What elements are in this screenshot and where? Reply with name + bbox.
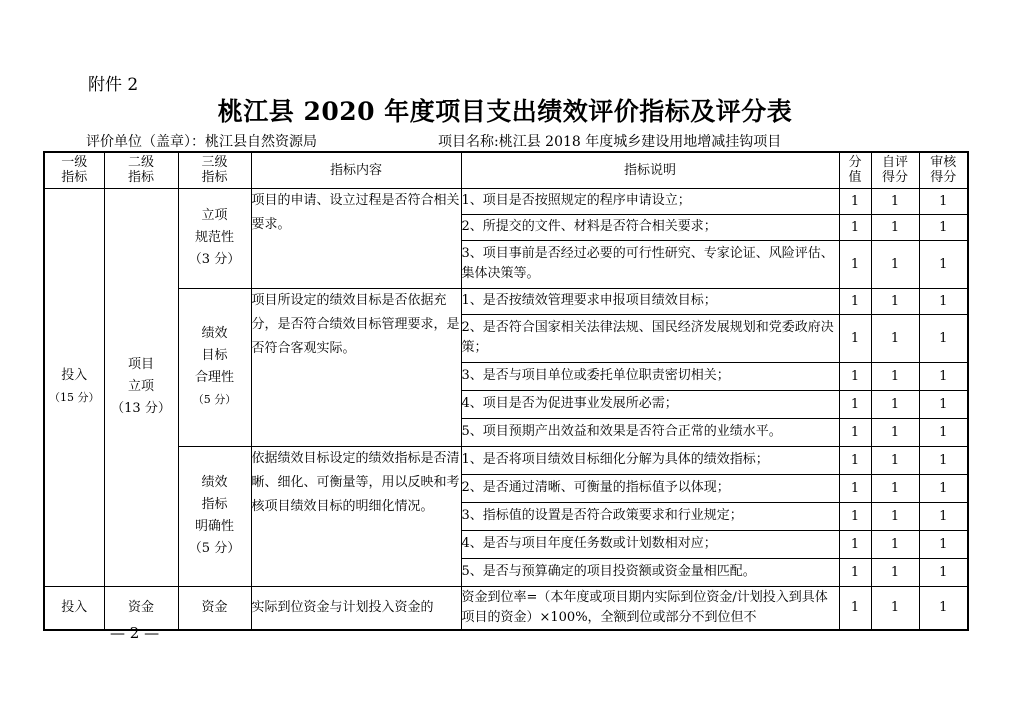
description-cell: 2、是否符合国家相关法律法规、国民经济发展规划和党委政府决策；: [461, 314, 839, 362]
content-cell: 项目的申请、设立过程是否符合相关要求。: [251, 188, 461, 288]
description-cell: 2、是否通过清晰、可衡量的指标值予以体现；: [461, 474, 839, 502]
description-cell: 3、项目事前是否经过必要的可行性研究、专家论证、风险评估、集体决策等。: [461, 240, 839, 288]
header-self-score: 自评 得分: [871, 152, 919, 188]
level1-cell: 投入: [44, 586, 104, 630]
score-cell: 1: [839, 390, 871, 418]
review-score-cell: 1: [919, 390, 968, 418]
table-row: [44, 446, 968, 474]
review-score-cell: 1: [919, 586, 968, 630]
review-score-cell: 1: [919, 188, 968, 214]
level1-cell: 投入 （15 分）: [44, 188, 104, 586]
content-cell: 依据绩效目标设定的绩效指标是否清晰、细化、可衡量等，用以反映和考核项目绩效目标的明细化情况。: [251, 446, 461, 586]
score-cell: 1: [839, 446, 871, 474]
score-cell: 1: [839, 214, 871, 240]
description-cell: 1、是否将项目绩效目标细化分解为具体的绩效指标；: [461, 446, 839, 474]
self-score-cell: 1: [871, 474, 919, 502]
review-score-cell: 1: [919, 314, 968, 362]
project-name: 项目名称:桃江县 2018 年度城乡建设用地增减挂钩项目: [438, 134, 782, 150]
level3-cell: 绩效 目标 合理性 （5 分）: [178, 288, 251, 446]
header-content: 指标内容: [251, 152, 461, 188]
review-score-cell: 1: [919, 240, 968, 288]
score-cell: 1: [839, 314, 871, 362]
self-score-cell: 1: [871, 530, 919, 558]
self-score-cell: 1: [871, 214, 919, 240]
level2-cell: 资金: [104, 586, 178, 630]
score-cell: 1: [839, 530, 871, 558]
level3-cell: 资金: [178, 586, 251, 630]
score-cell: 1: [839, 240, 871, 288]
description-cell: 5、项目预期产出效益和效果是否符合正常的业绩水平。: [461, 418, 839, 446]
review-score-cell: 1: [919, 502, 968, 530]
review-score-cell: 1: [919, 288, 968, 314]
review-score-cell: 1: [919, 418, 968, 446]
description-cell: 4、是否与项目年度任务数或计划数相对应；: [461, 530, 839, 558]
self-score-cell: 1: [871, 288, 919, 314]
header-level3: 三级 指标: [178, 152, 251, 188]
score-cell: 1: [839, 362, 871, 390]
review-score-cell: 1: [919, 474, 968, 502]
header-review-score: 审核 得分: [919, 152, 968, 188]
self-score-cell: 1: [871, 240, 919, 288]
self-score-cell: 1: [871, 446, 919, 474]
self-score-cell: 1: [871, 558, 919, 586]
self-score-cell: 1: [871, 502, 919, 530]
self-score-cell: 1: [871, 418, 919, 446]
description-cell: 1、是否按绩效管理要求申报项目绩效目标；: [461, 288, 839, 314]
self-score-cell: 1: [871, 314, 919, 362]
scoring-table: [43, 151, 969, 631]
description-cell: 资金到位率=（本年度或项目期内实际到位资金/计划投入到具体项目的资金）×100%，全额到位或部分不到位但不: [461, 586, 839, 630]
content-cell: 项目所设定的绩效目标是否依据充分，是否符合绩效目标管理要求，是否符合客观实际。: [251, 288, 461, 446]
description-cell: 2、所提交的文件、材料是否符合相关要求；: [461, 214, 839, 240]
review-score-cell: 1: [919, 558, 968, 586]
evaluation-unit: 评价单位（盖章）：桃江县自然资源局: [86, 134, 317, 150]
level3-cell: 绩效 指标 明确性 （5 分）: [178, 446, 251, 586]
score-cell: 1: [839, 558, 871, 586]
header-level1: 一级 指标: [44, 152, 104, 188]
score-cell: 1: [839, 418, 871, 446]
header-description: 指标说明: [461, 152, 839, 188]
table-row: [44, 586, 968, 630]
document-title: 桃江县 2020 年度项目支出绩效评价指标及评分表: [217, 97, 793, 126]
page-number: — 2 —: [110, 624, 160, 642]
description-cell: 5、是否与预算确定的项目投资额或资金量相匹配。: [461, 558, 839, 586]
self-score-cell: 1: [871, 390, 919, 418]
score-cell: 1: [839, 502, 871, 530]
self-score-cell: 1: [871, 188, 919, 214]
table-row: [44, 288, 968, 314]
content-cell: 实际到位资金与计划投入资金的: [251, 586, 461, 630]
score-cell: 1: [839, 474, 871, 502]
score-cell: 1: [839, 586, 871, 630]
description-cell: 4、项目是否为促进事业发展所必需；: [461, 390, 839, 418]
score-cell: 1: [839, 288, 871, 314]
score-cell: 1: [839, 188, 871, 214]
review-score-cell: 1: [919, 362, 968, 390]
review-score-cell: 1: [919, 214, 968, 240]
attachment-label: 附件 2: [88, 75, 139, 95]
level3-cell: 立项 规范性 （3 分）: [178, 188, 251, 288]
description-cell: 3、是否与项目单位或委托单位职责密切相关；: [461, 362, 839, 390]
header-row: [44, 152, 968, 188]
review-score-cell: 1: [919, 446, 968, 474]
level2-cell: 项目 立项 （13 分）: [104, 188, 178, 586]
self-score-cell: 1: [871, 362, 919, 390]
header-level2: 二级 指标: [104, 152, 178, 188]
description-cell: 3、指标值的设置是否符合政策要求和行业规定；: [461, 502, 839, 530]
header-score: 分 值: [839, 152, 871, 188]
description-cell: 1、项目是否按照规定的程序申请设立；: [461, 188, 839, 214]
table-row: [44, 188, 968, 214]
self-score-cell: 1: [871, 586, 919, 630]
review-score-cell: 1: [919, 530, 968, 558]
